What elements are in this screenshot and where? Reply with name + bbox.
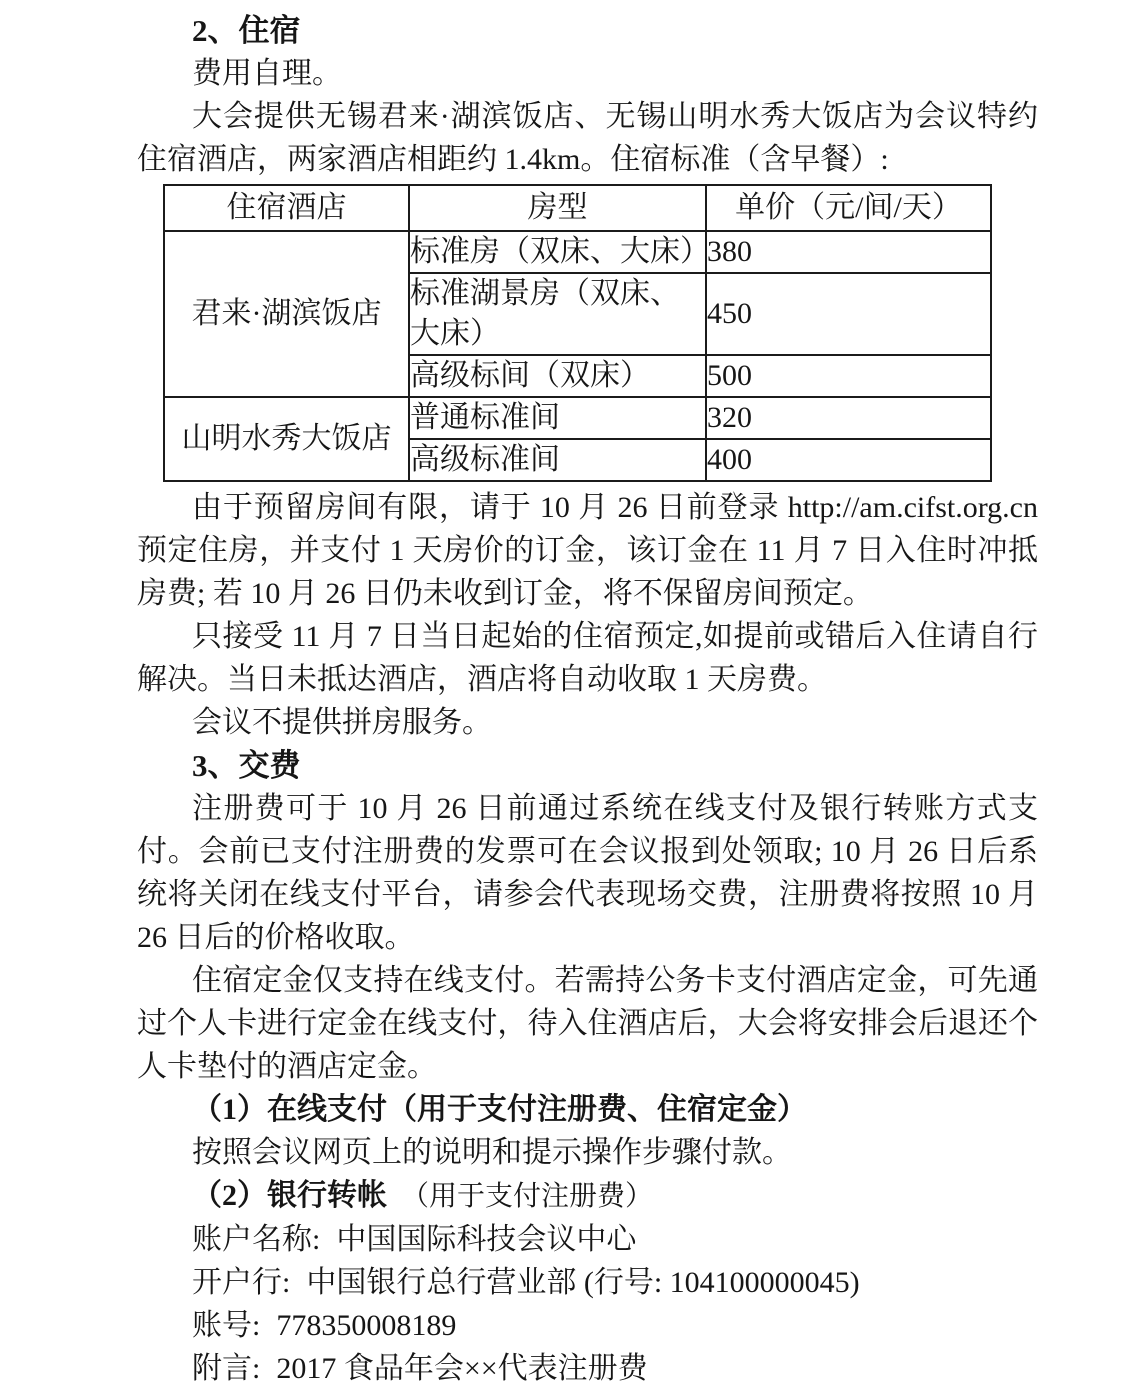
hotel-name-cell: 山明水秀大饭店 xyxy=(164,397,409,481)
table-header-row xyxy=(164,185,991,231)
room-type-cell: 高级标准间 xyxy=(409,439,706,481)
col-header-room-type: 房型 xyxy=(409,185,706,231)
bank-branch-line xyxy=(137,1261,1038,1304)
bank-memo-line xyxy=(137,1347,1038,1390)
subheading-online-payment: （1）在线支付（用于支付注册费、住宿定金） xyxy=(192,1093,807,1126)
bank-line-label: 账户名称: xyxy=(192,1223,321,1256)
section-accommodation-heading: 2、住宿 xyxy=(192,13,301,48)
para-booking-deposit: 由于预留房间有限，请于 10 月 26 日前登录 http://am.cifst.org.cn 预定住房，并支付 1 天房价的订金，该订金在 11 月 7 日入住时冲抵房费; 若 10 月 26 日仍未收到订金，将不保留房间预定。 xyxy=(137,491,1038,610)
bank-line-label: 附言: xyxy=(192,1352,261,1385)
bank-line-value: 2017 食品年会××代表注册费 xyxy=(276,1352,648,1385)
room-type-cell: 普通标准间 xyxy=(409,397,706,439)
table-row xyxy=(164,397,991,439)
room-type-cell: 标准湖景房（双床、大床） xyxy=(409,273,706,355)
col-header-price: 单价（元/间/天） xyxy=(706,185,991,231)
hotel-name-cell: 君来·湖滨饭店 xyxy=(164,231,409,397)
bank-line-label: 开户行: xyxy=(192,1266,291,1299)
bank-transfer-note: （用于支付注册费） xyxy=(401,1181,654,1212)
para-checkin-policy: 只接受 11 月 7 日当日起始的住宿预定,如提前或错后入住请自行解决。当日未抵达酒店，酒店将自动收取 1 天房费。 xyxy=(137,620,1038,696)
para-hotels-intro: 大会提供无锡君来·湖滨饭店、无锡山明水秀大饭店为会议特约住宿酒店，两家酒店相距约 1.4km。住宿标准（含早餐）: xyxy=(137,100,1038,176)
para-online-instruction: 按照会议网页上的说明和提示操作步骤付款。 xyxy=(192,1136,792,1169)
bank-account-name-line xyxy=(137,1218,1038,1261)
price-cell: 450 xyxy=(706,273,991,355)
bank-line-label: 账号: xyxy=(192,1309,261,1342)
room-type-cell: 高级标间（双床） xyxy=(409,355,706,397)
bank-line-value: 778350008189 xyxy=(276,1309,457,1342)
price-cell: 500 xyxy=(706,355,991,397)
bank-transfer-title: （2）银行转帐 xyxy=(192,1179,387,1212)
bank-line-value: 中国银行总行营业部 (行号: 104100000045) xyxy=(306,1266,860,1299)
bank-line-value: 中国国际科技会议中心 xyxy=(336,1223,637,1256)
hotel-price-table xyxy=(163,184,992,482)
subheading-bank-transfer xyxy=(137,1174,1038,1218)
price-cell: 400 xyxy=(706,439,991,481)
col-header-hotel: 住宿酒店 xyxy=(164,185,409,231)
price-cell: 320 xyxy=(706,397,991,439)
para-no-room-sharing: 会议不提供拼房服务。 xyxy=(192,706,492,739)
section-payment-heading: 3、交费 xyxy=(192,748,301,783)
bank-account-number-line xyxy=(137,1304,1038,1347)
room-type-cell: 标准房（双床、大床） xyxy=(409,231,706,273)
para-registration-payment: 注册费可于 10 月 26 日前通过系统在线支付及银行转账方式支付。会前已支付注册费的发票可在会议报到处领取; 10 月 26 日后系统将关闭在线支付平台，请参会代表现场交费，注册费将按照 10 月 26 日后的价格收取。 xyxy=(137,792,1038,954)
table-row xyxy=(164,231,991,273)
price-cell: 380 xyxy=(706,231,991,273)
para-hotel-deposit: 住宿定金仅支持在线支付。若需持公务卡支付酒店定金，可先通过个人卡进行定金在线支付，待入住酒店后，大会将安排会后退还个人卡垫付的酒店定金。 xyxy=(137,964,1038,1083)
para-fees-self: 费用自理。 xyxy=(192,57,342,90)
